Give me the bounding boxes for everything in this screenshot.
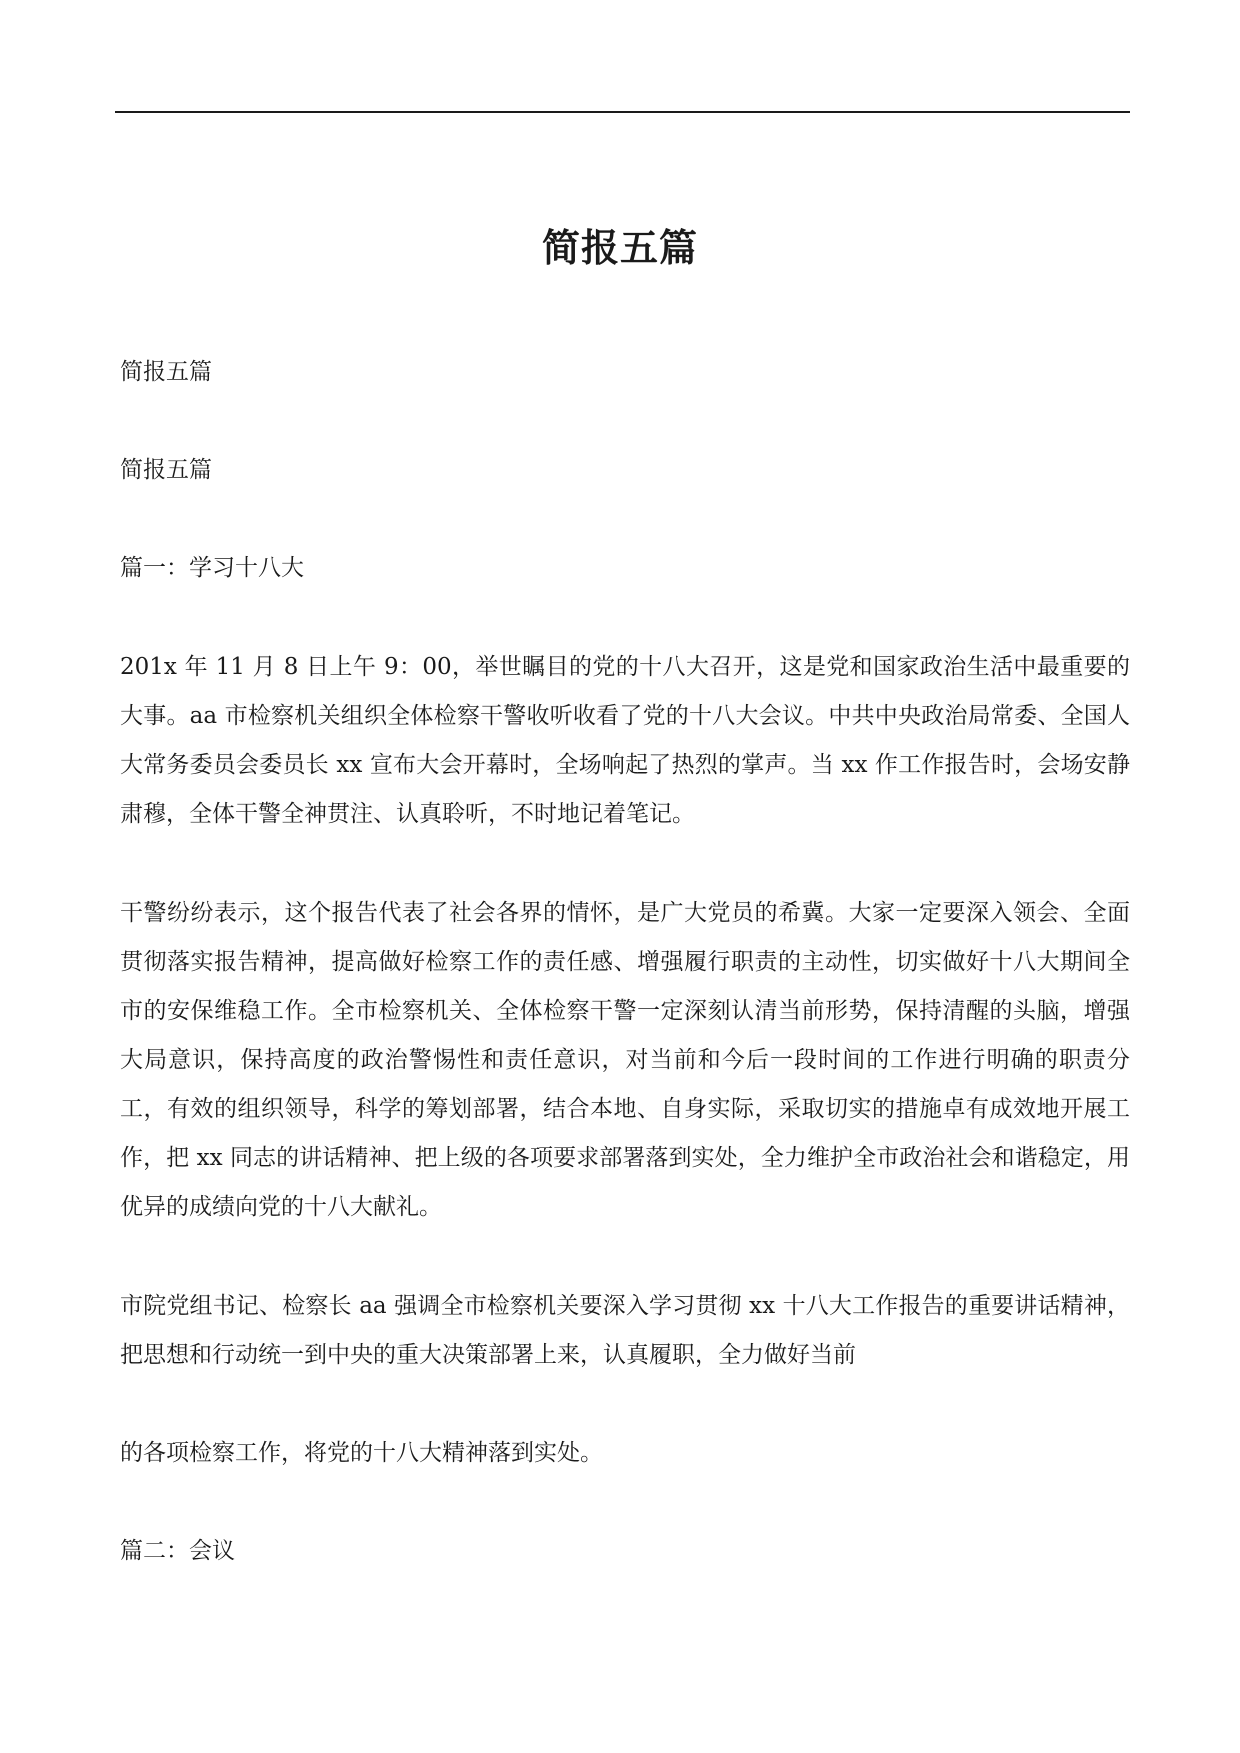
paragraph-subtitle-1: 简报五篇 — [120, 359, 212, 385]
section-heading-1: 篇一：学习十八大 — [120, 555, 304, 581]
paragraph-body-2: 干警纷纷表示，这个报告代表了社会各界的情怀，是广大党员的希冀。大家一定要深入领会、全面贯彻落实报告精神，提高做好检察工作的责任感、增强履行职责的主动性，切实做好十八大期间全市的安保维稳工作。全市检察机关、全体检察干警一定深刻认清当前形势，保持清醒的头脑，增强大局意识，保持高度的政治警惕性和责任意识，对当前和今后一段时间的工作进行明确的职责分工，有效的组织领导，科学的筹划部署，结合本地、自身实际，采取切实的措施卓有成效地开展工作，把 xx 同志的讲话精神、把上级的各项要求部署落到实处，全力维护全市政治社会和谐稳定，用优异的成绩向党的十八大献礼。 — [120, 900, 1130, 1220]
header-rule — [115, 111, 1130, 113]
paragraph-body-1: 201x 年 11 月 8 日上午 9：00，举世瞩目的党的十八大召开，这是党和国家政治生活中最重要的大事。aa 市检察机关组织全体检察干警收听收看了党的十八大会议。中共中央政治局常委、全国人大常务委员会委员长 xx 宣布大会开幕时，全场响起了热烈的掌声。当 xx 作工作报告时，会场安静肃穆，全体干警全神贯注、认真聆听，不时地记着笔记。 — [120, 654, 1130, 827]
paragraph-body-3: 市院党组书记、检察长 aa 强调全市检察机关要深入学习贯彻 xx 十八大工作报告的重要讲话精神，把思想和行动统一到中央的重大决策部署上来，认真履职，全力做好当前 — [120, 1293, 1130, 1368]
paragraph-subtitle-2: 简报五篇 — [120, 457, 212, 483]
section-heading-2: 篇二：会议 — [120, 1538, 235, 1564]
document-title: 简报五篇 — [541, 225, 698, 270]
paragraph-body-4: 的各项检察工作，将党的十八大精神落到实处。 — [120, 1440, 603, 1466]
